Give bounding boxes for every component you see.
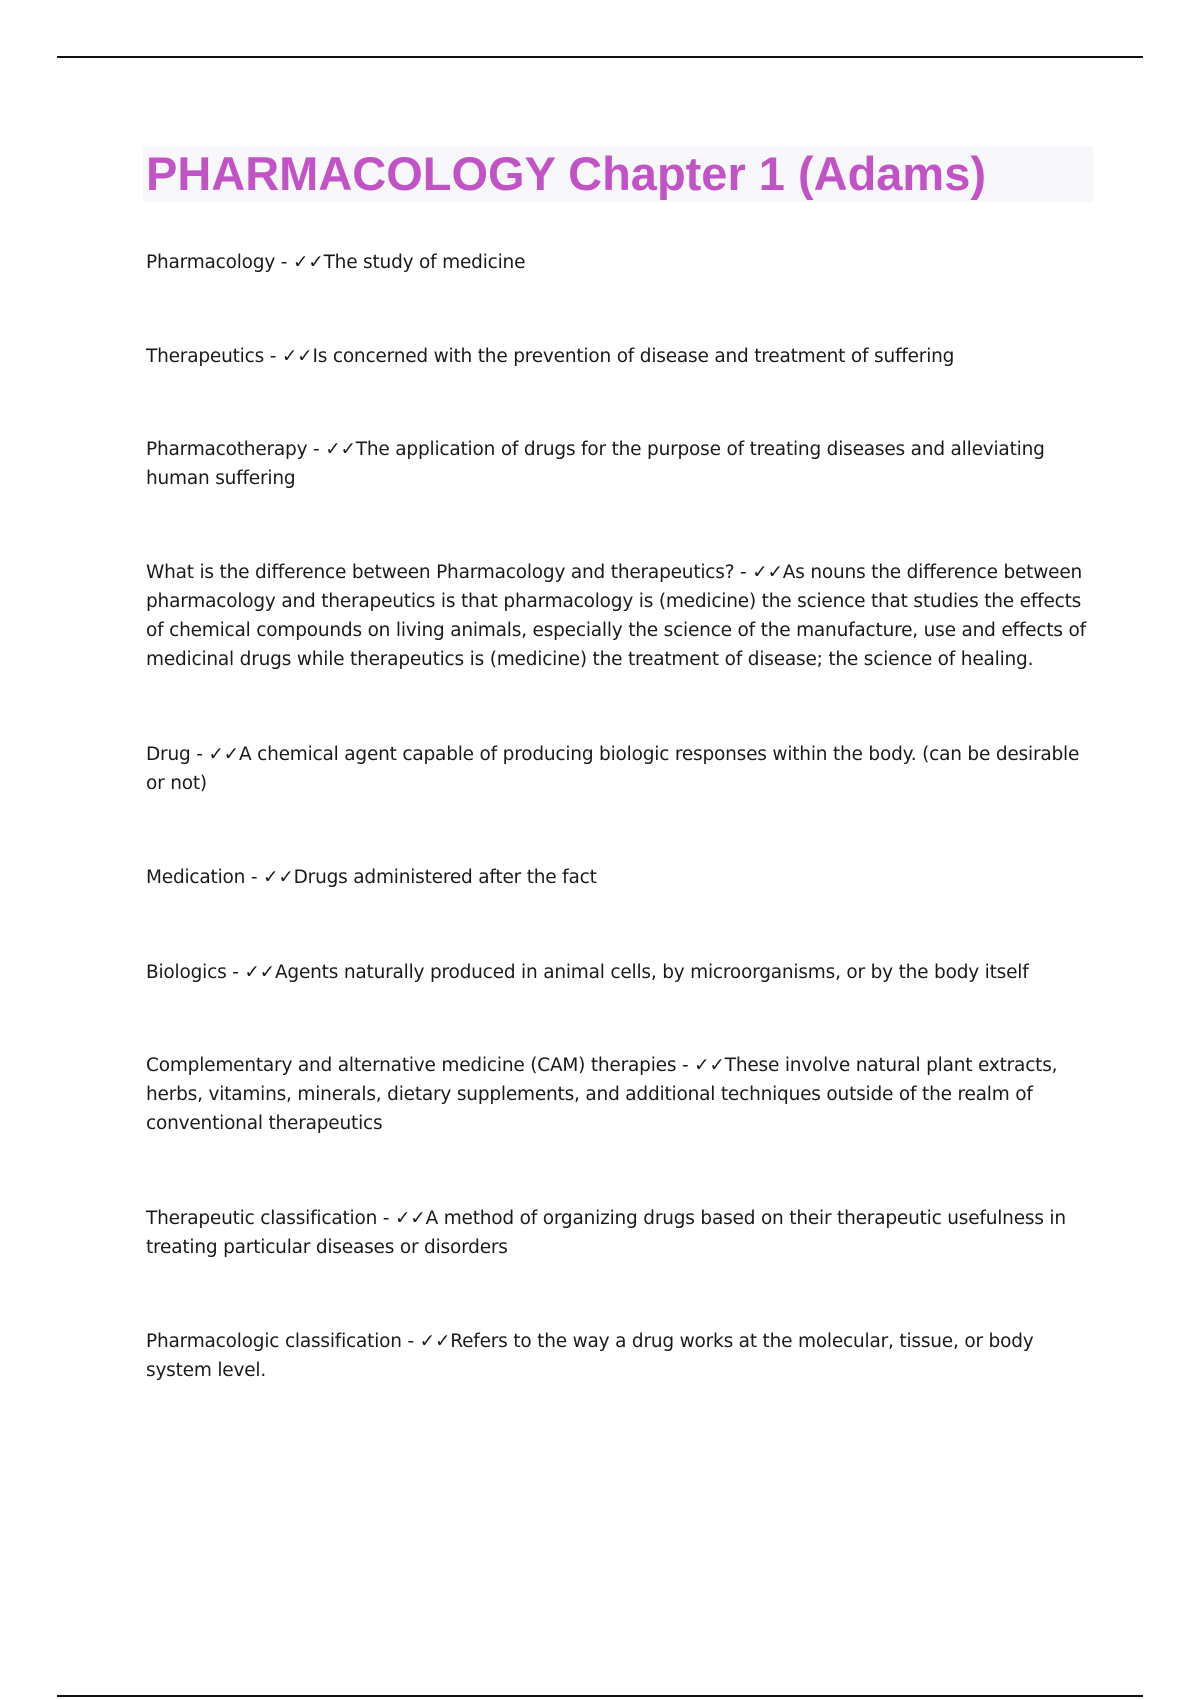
entry-separator: - <box>377 1208 395 1229</box>
entry-definition: Agents naturally produced in animal cells, by microorganisms, or by the body itself <box>274 962 1029 983</box>
entry-term: Pharmacology <box>146 252 276 273</box>
entry-separator: - <box>226 962 245 983</box>
entry-definition: A chemical agent capable of producing biologic responses within the body. (can be desirable or not) <box>146 744 1080 794</box>
entry-term: Medication <box>146 867 246 888</box>
check-mark-icon: ✓✓ <box>694 1055 725 1076</box>
entry-separator: - <box>734 562 753 583</box>
entry-drug <box>146 740 1096 798</box>
check-mark-icon: ✓✓ <box>208 744 239 765</box>
entry-pharmacotherapy <box>146 435 1096 493</box>
entry-term: Therapeutics <box>146 346 265 367</box>
entry-cam-therapies <box>146 1051 1096 1138</box>
check-mark-icon: ✓✓ <box>394 1208 426 1229</box>
entry-term: Biologics <box>146 962 227 983</box>
entry-definition: These involve natural plant extracts, herbs, vitamins, minerals, dietary supplements, and additional techniques outside of the realm of conventional therapeutics <box>146 1055 1058 1134</box>
entry-definition: The study of medicine <box>323 252 526 273</box>
entry-pharmacology <box>146 248 1096 277</box>
entry-medication <box>146 863 1096 892</box>
entry-separator: - <box>245 867 264 888</box>
check-mark-icon: ✓✓ <box>281 346 313 367</box>
entry-therapeutics <box>146 342 1096 371</box>
entry-term: What is the difference between Pharmacology and therapeutics? <box>146 562 735 583</box>
page-title: PHARMACOLOGY Chapter 1 (Adams) <box>146 147 987 200</box>
entry-definition: Is concerned with the prevention of disease and treatment of suffering <box>312 346 955 367</box>
entry-term: Pharmacotherapy <box>146 439 308 460</box>
top-rule <box>57 56 1143 58</box>
entry-definition: Drugs administered after the fact <box>293 867 597 888</box>
entry-definition: As nouns the difference between pharmacology and therapeutics is that pharmacology is (medicine) the science that studies the effects of chemical compounds on living animals, especially the science of the manufacture, use and effects of medicinal drugs while therapeutics is (medicine) the treatment of disease; the science of healing. <box>146 562 1086 670</box>
check-mark-icon: ✓✓ <box>752 562 783 583</box>
entry-definition: The application of drugs for the purpose of treating diseases and alleviating human suffering <box>146 439 1045 489</box>
check-mark-icon: ✓✓ <box>419 1331 451 1352</box>
check-mark-icon: ✓✓ <box>244 962 275 983</box>
entry-term: Complementary and alternative medicine (CAM) therapies <box>146 1055 677 1076</box>
entry-separator: - <box>275 252 293 273</box>
check-mark-icon: ✓✓ <box>263 867 294 888</box>
entry-separator: - <box>264 346 282 367</box>
entry-pharmacologic-classification <box>146 1327 1096 1385</box>
entry-term: Drug <box>146 744 191 765</box>
entry-term: Therapeutic classification <box>146 1208 378 1229</box>
check-mark-icon: ✓✓ <box>325 439 356 460</box>
entry-definition: Refers to the way a drug works at the molecular, tissue, or body system level. <box>146 1331 1034 1381</box>
entry-therapeutic-classification <box>146 1204 1096 1262</box>
bottom-rule <box>57 1695 1143 1697</box>
check-mark-icon: ✓✓ <box>292 252 324 273</box>
entry-separator: - <box>401 1331 420 1352</box>
entry-term: Pharmacologic classification <box>146 1331 402 1352</box>
entry-separator: - <box>676 1055 695 1076</box>
entry-biologics <box>146 958 1096 987</box>
entry-separator: - <box>307 439 326 460</box>
entry-difference-question <box>146 558 1096 674</box>
entry-definition: A method of organizing drugs based on their therapeutic usefulness in treating particular diseases or disorders <box>146 1208 1066 1258</box>
entry-separator: - <box>190 744 209 765</box>
